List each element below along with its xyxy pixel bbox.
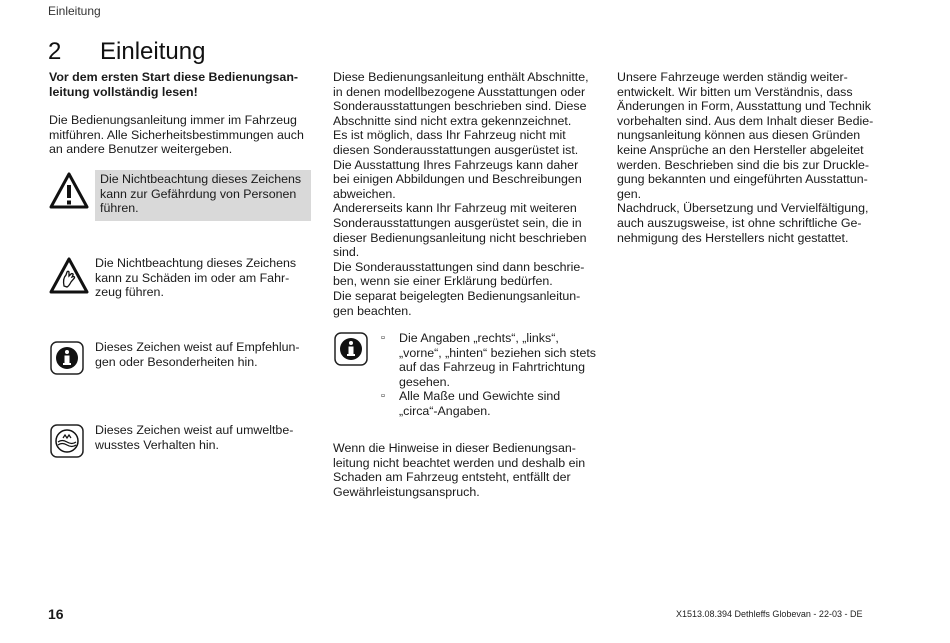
page-number: 16 bbox=[48, 606, 64, 622]
info-icon bbox=[333, 331, 369, 371]
list-item: ▫ Alle Maße und Gewichte sind „circa“-Angaben. bbox=[381, 389, 597, 418]
paragraph: Die Sonderausstattungen sind dann beschrie-ben, wenn sie einer Erklärung bedürfen. bbox=[333, 259, 585, 289]
column-left bbox=[49, 70, 311, 452]
column-right bbox=[617, 70, 882, 245]
closing-paragraph: Wenn die Hinweise in dieser Bedienungsan-leitung nicht beachtet werden und deshalb ein Schaden am Fahrzeug entsteht, entfällt der Gewährleistungsanspruch. bbox=[333, 441, 586, 499]
list-item: ▫ Die Angaben „rechts“, „links“, „vorne“, „hinten“ beziehen sich stets auf das Fahrzeug in Fahrtrichtung gesehen. bbox=[381, 331, 597, 389]
symbol-text: Dieses Zeichen weist auf umweltbe-wusstes Verhalten hin. bbox=[95, 423, 294, 452]
paragraph: Unsere Fahrzeuge werden ständig weiter-entwickelt. Wir bitten um Verständnis, dass Änderungen in Form, Ausstattung und Technik vorbehalten sind. Aus dem Inhalt dieser Bedie-nungsanleitung können aus diesen Gründen keine Ansprüche an den Hersteller abgeleitet werden. Beschrieben sind die bis zur Druckle-gung bekannten und eingeführten Ausstattun-gen. bbox=[617, 70, 874, 201]
symbol-text: Die Nichtbeachtung dieses Zeichens kann zu Schäden im oder am Fahr-zeug führen. bbox=[95, 256, 297, 300]
paragraph: Nachdruck, Übersetzung und Vervielfältigung, auch auszugsweise, ist ohne schriftliche Ge-nehmigung des Herstellers nicht gestattet. bbox=[617, 201, 869, 245]
environment-icon bbox=[49, 423, 85, 459]
hand-warning-triangle-icon bbox=[49, 256, 85, 292]
chapter-number: 2 bbox=[48, 38, 62, 65]
column-middle bbox=[333, 70, 595, 499]
paragraph: Die separat beigelegten Bedienungsanleitun-gen beachten. bbox=[333, 288, 581, 318]
paragraph: Die Ausstattung Ihres Fahrzeugs kann daher bei einigen Abbildungen und Beschreibungen abweichen. bbox=[333, 157, 582, 201]
symbol-text: Dieses Zeichen weist auf Empfehlun-gen oder Besonderheiten hin. bbox=[95, 340, 300, 369]
chapter-heading bbox=[48, 38, 205, 66]
paragraph: Diese Bedienungsanleitung enthält Abschnitte, in denen modellbezogene Ausstattungen oder Sonderausstattungen beschrieben sind. Diese Abschnitte sind nicht extra gekennzeichnet. bbox=[333, 70, 589, 128]
symbol-text: Die Nichtbeachtung dieses Zeichens kann zur Gefährdung von Personen führen. bbox=[95, 170, 311, 221]
intro-warning: Vor dem ersten Start diese Bedienungsan-leitung vollständig lesen! bbox=[49, 70, 299, 99]
info-note bbox=[333, 331, 595, 423]
warning-triangle-icon bbox=[49, 171, 85, 207]
info-bullet-list bbox=[381, 331, 597, 419]
paragraph: Andererseits kann Ihr Fahrzeug mit weiteren Sonderausstattungen ausgerüstet sein, die in dieser Bedienungsanleitung nicht beschrieben sind. bbox=[333, 201, 587, 260]
paragraph: Es ist möglich, dass Ihr Fahrzeug nicht mit diesen Sonderausstattungen ausgerüstet ist. bbox=[333, 128, 579, 157]
document-reference: X1513.08.394 Dethleffs Globevan - 22-03 - DE bbox=[676, 609, 863, 619]
info-icon bbox=[49, 340, 85, 376]
running-header: Einleitung bbox=[48, 4, 101, 18]
intro-text: Die Bedienungsanleitung immer im Fahrzeug mitführen. Alle Sicherheitsbestimmungen auch an andere Benutzer weitergeben. bbox=[49, 113, 304, 157]
chapter-title: Einleitung bbox=[100, 38, 206, 65]
